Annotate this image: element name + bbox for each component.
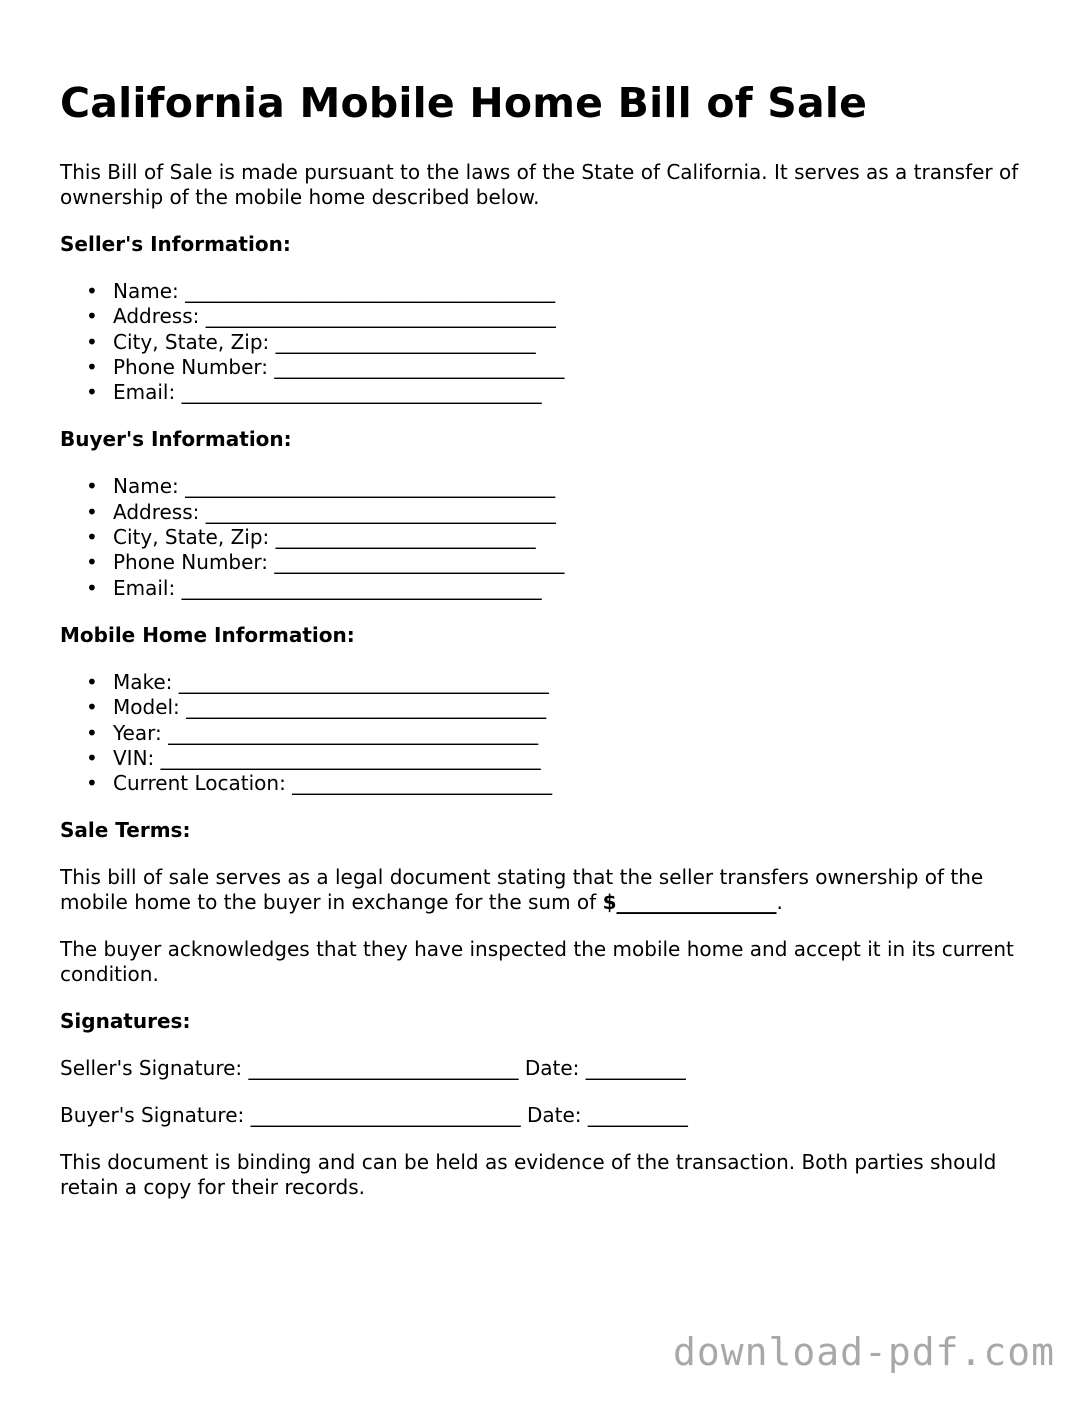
list-item: • Name: _____________________________________	[86, 474, 556, 499]
list-item: • Address: ___________________________________	[86, 499, 556, 524]
list-item: • Phone Number: _____________________________	[86, 550, 565, 575]
sale-terms-paragraph: This bill of sale serves as a legal document stating that the seller transfers ownership of the mobile home to the buyer in exchange for the sum of $________________.	[60, 865, 984, 915]
sale-amount: $________________	[602, 890, 777, 915]
page-title: California Mobile Home Bill of Sale	[60, 79, 868, 127]
buyer-heading: Buyer's Information:	[60, 427, 292, 452]
bullet-icon: •	[86, 304, 98, 329]
intro-paragraph: This Bill of Sale is made pursuant to the laws of the State of California. It serves as a transfer of ownership of the mobile home described below.	[60, 160, 1019, 209]
bullet-icon: •	[86, 550, 98, 575]
bullet-icon: •	[86, 499, 98, 524]
list-item: • Name: _____________________________________	[86, 279, 556, 303]
list-item: • VIN: ______________________________________	[86, 745, 541, 770]
bullet-icon: •	[86, 720, 98, 745]
list-item: • City, State, Zip: __________________________	[86, 329, 536, 354]
bullet-icon: •	[86, 354, 98, 379]
bullet-icon: •	[86, 525, 98, 550]
bullet-icon: •	[86, 771, 98, 796]
list-item: • Make: _____________________________________	[86, 669, 549, 694]
bullet-icon: •	[86, 474, 98, 499]
bullet-icon: •	[86, 695, 98, 720]
seller-list	[60, 279, 1020, 405]
buyer-list	[60, 474, 1020, 600]
seller-signature-line: Seller's Signature: ___________________________ Date: __________	[60, 1056, 686, 1081]
inspection-paragraph: The buyer acknowledges that they have inspected the mobile home and accept it in its current condition.	[60, 937, 1014, 987]
mobile-home-heading: Mobile Home Information:	[60, 622, 355, 647]
bullet-icon: •	[86, 745, 98, 770]
list-item: • Address: ___________________________________	[86, 304, 556, 329]
list-item: • Current Location: __________________________	[86, 771, 553, 796]
buyer-signature-line: Buyer's Signature: ___________________________ Date: __________	[60, 1103, 688, 1128]
bullet-icon: •	[86, 669, 98, 694]
closing-paragraph: This document is binding and can be held as evidence of the transaction. Both parties should retain a copy for their records.	[60, 1150, 997, 1200]
seller-heading: Seller's Information:	[60, 232, 291, 256]
list-item: • Email: ____________________________________	[86, 380, 542, 405]
watermark: download-pdf.com	[672, 1330, 1055, 1374]
list-item: • City, State, Zip: __________________________	[86, 525, 536, 550]
bullet-icon: •	[86, 380, 98, 405]
signatures-heading: Signatures:	[60, 1009, 191, 1034]
list-item: • Model: ____________________________________	[86, 695, 547, 720]
document-page	[60, 0, 1020, 1200]
bullet-icon: •	[86, 279, 98, 303]
mobile-home-list	[60, 670, 1020, 796]
sale-terms-heading: Sale Terms:	[60, 818, 191, 843]
list-item: • Email: ____________________________________	[86, 575, 542, 600]
bullet-icon: •	[86, 329, 98, 354]
list-item: • Phone Number: _____________________________	[86, 354, 565, 379]
list-item: • Year: _____________________________________	[86, 720, 539, 745]
bullet-icon: •	[86, 575, 98, 600]
